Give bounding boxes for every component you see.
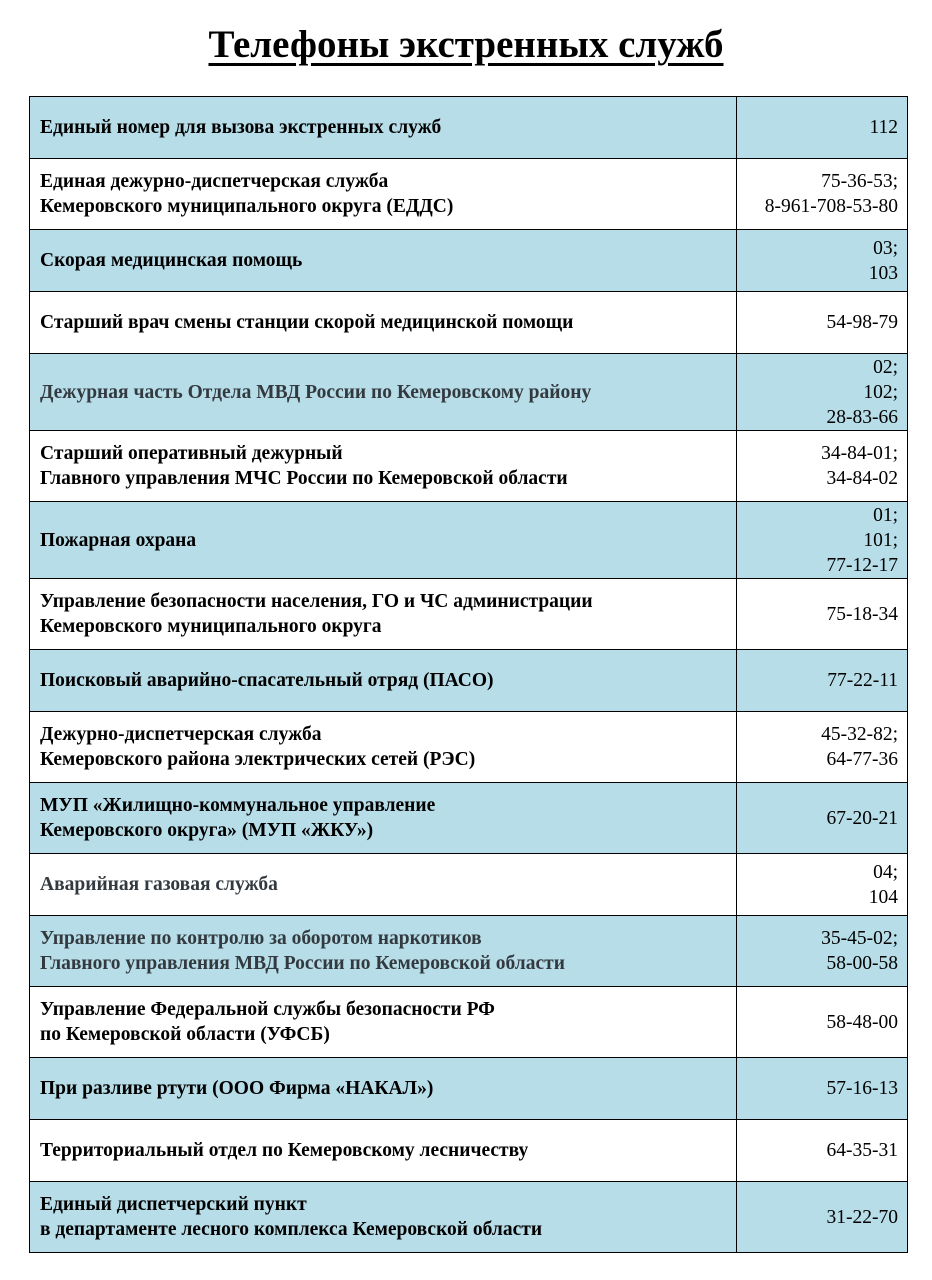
service-name [30,230,737,292]
service-name-line: по Кемеровской области (УФСБ) [40,1024,330,1045]
phone-number: 02; [873,356,898,378]
phone-number: 75-18-34 [826,603,898,625]
phone-number: 28-83-66 [826,406,898,428]
service-name-line: в департаменте лесного комплекса Кемеровской области [40,1219,543,1240]
service-name-line: Дежурная часть Отдела МВД России по Кемеровскому району [40,381,592,403]
phone-number: 102; [863,381,898,403]
table-row [30,97,908,159]
page-title: Телефоны экстренных служб [208,23,724,66]
service-name [30,579,737,650]
service-name [30,650,737,712]
phone-number: 58-00-58 [826,953,898,974]
phone-number: 112 [869,117,898,138]
table-row [30,159,908,230]
service-name-line: Управление безопасности населения, ГО и ЧС администрации [40,591,593,612]
service-name-line: Старший врач смены станции скорой медицинской помощи [40,312,574,333]
phone-numbers [737,159,908,230]
service-name [30,1058,737,1120]
phone-number: 58-48-00 [826,1011,898,1033]
service-name [30,712,737,783]
table-row [30,354,908,431]
phone-number: 64-35-31 [826,1140,898,1161]
service-name [30,431,737,502]
phone-numbers [737,1182,908,1253]
service-name [30,987,737,1058]
service-name [30,97,737,159]
service-name-line: Территориальный отдел по Кемеровскому лесничеству [40,1140,529,1161]
service-name-line: Скорая медицинская помощь [40,250,303,271]
service-name-line: Управление по контролю за оборотом наркотиков [40,928,482,949]
service-name [30,502,737,579]
phone-number: 75-36-53; [821,171,898,192]
phone-numbers [737,292,908,354]
phone-numbers [737,502,908,579]
phone-number: 8-961-708-53-80 [764,196,898,217]
table-row [30,1182,908,1253]
service-name-line: Дежурно-диспетчерская служба [40,724,322,745]
phone-numbers [737,987,908,1058]
table-row [30,431,908,502]
phone-numbers [737,230,908,292]
phone-numbers [737,579,908,650]
service-name-line: Пожарная охрана [40,529,197,551]
table-row [30,916,908,987]
table-row [30,292,908,354]
table-row [30,1120,908,1182]
phone-number: 35-45-02; [821,928,898,949]
table-row [30,987,908,1058]
service-name-line: Кемеровского округа» (МУП «ЖКУ») [40,820,374,841]
service-name-line: Единый диспетчерский пункт [40,1194,307,1215]
phone-numbers [737,650,908,712]
table-row [30,783,908,854]
service-name-line: Главного управления МВД России по Кемеровской области [40,953,565,974]
service-name-line: Кемеровского района электрических сетей (РЭС) [40,749,476,770]
phone-number: 34-84-02 [826,468,898,489]
phone-numbers [737,1058,908,1120]
phone-number: 67-20-21 [826,807,898,829]
phone-number: 34-84-01; [821,443,898,464]
phone-numbers [737,431,908,502]
phone-number: 103 [868,262,898,284]
emergency-phones-table [29,96,908,1253]
phone-number: 101; [863,529,898,551]
phone-number: 77-22-11 [827,670,898,691]
service-name-line: Старший оперативный дежурный [40,443,343,464]
table-row [30,650,908,712]
service-name-line: Аварийная газовая служба [40,874,278,895]
phone-numbers [737,1120,908,1182]
phone-numbers [737,783,908,854]
table-row [30,712,908,783]
service-name-line: Единый номер для вызова экстренных служб [40,117,442,138]
table-row [30,579,908,650]
service-name [30,159,737,230]
service-name-line: МУП «Жилищно-коммунальное управление [40,795,436,816]
phone-numbers [737,854,908,916]
phone-number: 45-32-82; [821,724,898,745]
service-name-line: Управление Федеральной службы безопасности РФ [40,999,495,1020]
phone-numbers [737,97,908,159]
table-row [30,502,908,579]
phone-number: 64-77-36 [826,749,898,770]
phone-numbers [737,712,908,783]
service-name-line: Кемеровского муниципального округа (ЕДДС) [40,196,454,217]
table-row [30,854,908,916]
service-name [30,1182,737,1253]
phone-number: 54-98-79 [826,312,898,333]
service-name [30,916,737,987]
service-name-line: При разливе ртути (ООО Фирма «НАКАЛ») [40,1078,434,1099]
service-name-line: Поисковый аварийно-спасательный отряд (ПАСО) [40,670,494,691]
phone-numbers [737,354,908,431]
phone-number: 57-16-13 [826,1078,898,1099]
phone-number: 31-22-70 [826,1206,898,1228]
service-name [30,783,737,854]
service-name-line: Кемеровского муниципального округа [40,616,382,637]
phone-number: 77-12-17 [826,554,898,576]
service-name [30,854,737,916]
service-name [30,292,737,354]
service-name [30,354,737,431]
service-name-line: Главного управления МЧС России по Кемеровской области [40,468,568,489]
service-name-line: Единая дежурно-диспетчерская служба [40,171,389,192]
table-row [30,230,908,292]
phone-number: 104 [868,886,898,908]
phone-number: 01; [873,504,898,526]
phone-number: 04; [873,861,898,883]
table-row [30,1058,908,1120]
phone-number: 03; [873,237,898,259]
service-name [30,1120,737,1182]
phone-numbers [737,916,908,987]
